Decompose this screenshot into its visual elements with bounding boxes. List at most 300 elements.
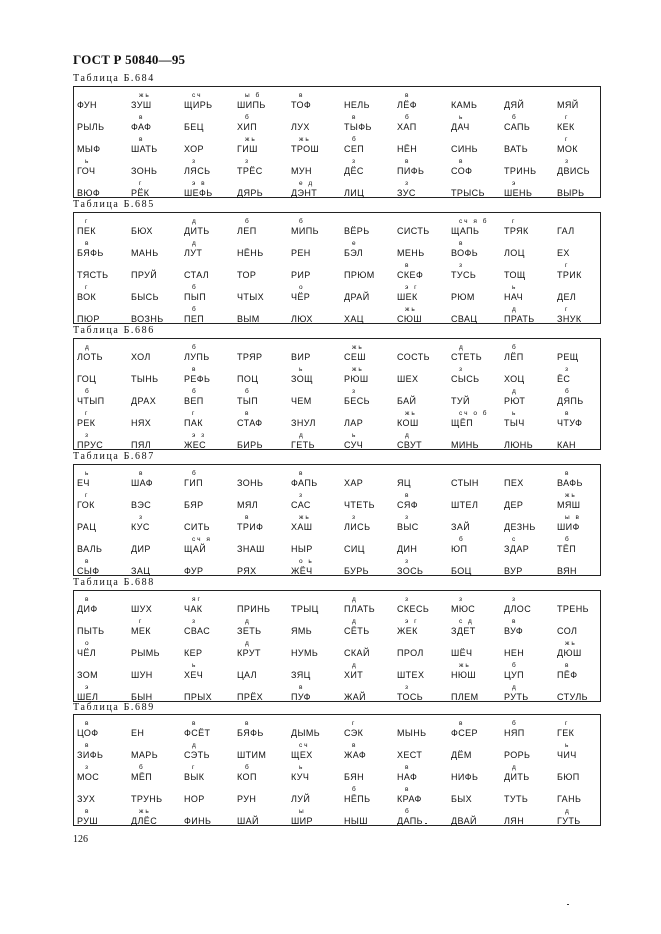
- word: МЁП: [131, 772, 153, 782]
- stress-mark: [77, 617, 133, 626]
- stress-mark: жь: [245, 136, 257, 143]
- table-cell: [291, 135, 347, 154]
- word: ШЕХ: [397, 374, 419, 384]
- word: ЕЧ: [77, 478, 90, 488]
- word: ДАЧ: [451, 122, 470, 132]
- table-cell: [237, 741, 293, 760]
- table-cell: [451, 661, 507, 680]
- table-cell: [504, 807, 560, 826]
- word: ТРЯК: [504, 226, 529, 236]
- stress-mark: д: [192, 742, 198, 749]
- stress-mark: ь: [352, 432, 358, 439]
- table-cell: [397, 683, 453, 702]
- table-cell: [184, 785, 240, 804]
- stress-mark: [451, 683, 507, 692]
- stress-mark: г: [565, 136, 570, 143]
- word: ПЯЛ: [131, 440, 152, 450]
- table-cell: [237, 513, 293, 532]
- table-cell: [237, 409, 293, 428]
- stress-mark: д: [512, 764, 518, 771]
- stress-mark: [397, 217, 453, 226]
- stress-mark: [557, 763, 613, 772]
- table-cell: [344, 535, 400, 554]
- word: ШАТЬ: [131, 144, 158, 154]
- word: СИНЬ: [451, 144, 478, 154]
- stress-mark: б: [192, 306, 198, 313]
- word: РЮМ: [451, 292, 475, 302]
- table-cell: [397, 557, 453, 576]
- table-cell: [77, 741, 133, 760]
- word: ЦАЛ: [237, 670, 257, 680]
- table-cell: [504, 785, 560, 804]
- table-cell: [131, 807, 187, 826]
- table-cell: [77, 785, 133, 804]
- table-cell: [504, 431, 560, 450]
- stress-mark: [557, 179, 613, 188]
- word: ПУФ: [291, 692, 311, 702]
- table-cell: [397, 763, 453, 782]
- table-cell: [77, 157, 133, 176]
- table-cell: [131, 179, 187, 198]
- word: ЛАР: [344, 418, 364, 428]
- word: БЮП: [557, 772, 580, 782]
- table-cell: [291, 261, 347, 280]
- word: ЖЕК: [397, 626, 418, 636]
- table-cell: [451, 785, 507, 804]
- stress-mark: в: [139, 136, 145, 143]
- word: ТУСЬ: [451, 270, 477, 280]
- stress-mark: г: [85, 284, 90, 291]
- word: ДЮШ: [557, 648, 582, 658]
- stress-mark: в: [459, 720, 465, 727]
- stress-mark: ь: [85, 470, 91, 477]
- word: РАЦ: [77, 522, 97, 532]
- stress-mark: сч я б: [459, 218, 489, 225]
- table-cell: [344, 639, 400, 658]
- stress-mark: ь: [512, 284, 518, 291]
- stress-mark: ь: [85, 158, 91, 165]
- table-cell: [397, 113, 453, 132]
- table-cell: [184, 217, 240, 236]
- word: ХЕЧ: [184, 670, 204, 680]
- table-cell: [77, 387, 133, 406]
- stress-mark: жь: [405, 306, 417, 313]
- stress-mark: [504, 431, 560, 440]
- table-cell: [131, 557, 187, 576]
- table-cell: [557, 179, 613, 198]
- stress-mark: [77, 785, 133, 794]
- stress-mark: [504, 91, 560, 100]
- word: РЕФЬ: [184, 374, 211, 384]
- stress-mark: [131, 239, 187, 248]
- word: ФСЕР: [451, 728, 478, 738]
- word: СЮШ: [397, 314, 423, 324]
- stress-mark: д: [352, 618, 358, 625]
- stress-mark: [397, 535, 453, 544]
- table-cell: [131, 157, 187, 176]
- stress-mark: [504, 785, 560, 794]
- word: НИФЬ: [451, 772, 479, 782]
- word: НЫР: [291, 544, 313, 554]
- table-cell: [504, 179, 560, 198]
- word: ХИП: [237, 122, 258, 132]
- stress-mark: [131, 365, 187, 374]
- table-cell: [237, 661, 293, 680]
- stress-mark: [77, 135, 133, 144]
- table-cell: [557, 595, 613, 614]
- table-cell: [131, 217, 187, 236]
- stress-mark: [557, 217, 613, 226]
- word: КРАФ: [397, 794, 422, 804]
- table-cell: [131, 595, 187, 614]
- table-cell: [77, 491, 133, 510]
- stress-mark: д: [352, 662, 358, 669]
- stress-mark: [291, 113, 347, 122]
- word: РОРЬ: [504, 750, 531, 760]
- stress-mark: б: [512, 344, 518, 351]
- stress-mark: [397, 661, 453, 670]
- stress-mark: д: [299, 432, 305, 439]
- table-cell: [557, 217, 613, 236]
- table-cell: [184, 261, 240, 280]
- word: ДЕЗНЬ: [504, 522, 536, 532]
- word: ЗОЩ: [291, 374, 313, 384]
- word: ВАЛЬ: [77, 544, 103, 554]
- word: БАЙ: [397, 396, 417, 406]
- word: РУН: [237, 794, 257, 804]
- word: ПРУС: [77, 440, 104, 450]
- stress-mark: [504, 239, 560, 248]
- stress-mark: [451, 807, 507, 816]
- stress-mark: [451, 741, 507, 750]
- table-cell: [557, 741, 613, 760]
- word: ЗИФЬ: [77, 750, 104, 760]
- stress-mark: [237, 661, 293, 670]
- stress-mark: в: [405, 92, 411, 99]
- word: ДВАЙ: [451, 816, 477, 826]
- word: ВУР: [504, 566, 523, 576]
- table-cell: [291, 239, 347, 258]
- table-cell: [131, 785, 187, 804]
- word: ЮП: [451, 544, 468, 554]
- table-cell: [504, 595, 560, 614]
- table-cell: [77, 217, 133, 236]
- stress-mark: з: [192, 158, 197, 165]
- stress-mark: [397, 639, 453, 648]
- table-cell: [237, 135, 293, 154]
- stress-mark: [451, 305, 507, 314]
- stress-mark: з: [565, 158, 570, 165]
- table-cell: [344, 595, 400, 614]
- table-cell: [184, 557, 240, 576]
- stress-mark: [237, 557, 293, 566]
- word: ДЯПЬ: [557, 396, 584, 406]
- table-cell: [291, 409, 347, 428]
- table-cell: [557, 683, 613, 702]
- stress-mark: в: [85, 742, 91, 749]
- word: СУЧ: [344, 440, 364, 450]
- stress-mark: ы: [299, 808, 306, 815]
- stress-mark: [451, 469, 507, 478]
- table-cell: [557, 305, 613, 324]
- table-cell: [344, 343, 400, 362]
- stress-mark: [451, 491, 507, 500]
- table-cell: [344, 283, 400, 302]
- stress-mark: з: [459, 596, 464, 603]
- table-cell: [397, 617, 453, 636]
- word: МЕК: [131, 626, 151, 636]
- stress-mark: [557, 595, 613, 604]
- stress-mark: з: [352, 388, 357, 395]
- stress-mark: з: [405, 684, 410, 691]
- word: СЕП: [344, 144, 365, 154]
- word: ЕН: [131, 728, 145, 738]
- stress-mark: [77, 113, 133, 122]
- word: СКАЙ: [344, 648, 370, 658]
- word: ГИП: [184, 478, 204, 488]
- word: ПЛАТЬ: [344, 604, 376, 614]
- stress-mark: б: [512, 662, 518, 669]
- table-cell: [131, 513, 187, 532]
- word: ПРЫХ: [184, 692, 213, 702]
- stress-mark: э г: [405, 618, 419, 625]
- stress-mark: д: [85, 344, 91, 351]
- table-cell: [344, 719, 400, 738]
- table-cell: [557, 387, 613, 406]
- word: ВАТЬ: [504, 144, 529, 154]
- table-cell: [451, 719, 507, 738]
- word: ЗДАР: [504, 544, 530, 554]
- stress-mark: [504, 639, 560, 648]
- word: ФИНЬ: [184, 816, 212, 826]
- stress-mark: [237, 683, 293, 692]
- word: СЫСЬ: [451, 374, 480, 384]
- stress-mark: в: [405, 492, 411, 499]
- word: ТЫФЬ: [344, 122, 372, 132]
- word: ДЁС: [344, 166, 364, 176]
- table-cell: [291, 305, 347, 324]
- stress-mark: [344, 557, 400, 566]
- word: ЗАЙ: [451, 522, 471, 532]
- stress-mark: [557, 431, 613, 440]
- stress-mark: [77, 179, 133, 188]
- word: ШТЕЛ: [451, 500, 479, 510]
- stress-mark: [344, 305, 400, 314]
- table-cell: [557, 617, 613, 636]
- table-cell: [131, 683, 187, 702]
- stress-mark: [237, 305, 293, 314]
- table-cell: [557, 365, 613, 384]
- stress-mark: [451, 135, 507, 144]
- stress-mark: жь: [565, 492, 577, 499]
- stress-mark: [344, 469, 400, 478]
- word: ХАЦ: [344, 314, 364, 324]
- table-cell: [291, 157, 347, 176]
- word: ДВИСЬ: [557, 166, 590, 176]
- table-cell: [237, 261, 293, 280]
- table-cell: [397, 719, 453, 738]
- stress-mark: г: [192, 410, 197, 417]
- table-cell: [397, 283, 453, 302]
- table-cell: [504, 283, 560, 302]
- table-cell: [504, 387, 560, 406]
- word: ДЕР: [504, 500, 524, 510]
- table-cell: [131, 639, 187, 658]
- word: ТЫНЬ: [131, 374, 159, 384]
- word: ФАФ: [131, 122, 152, 132]
- word: ТЯСТЬ: [77, 270, 109, 280]
- word: НУМЬ: [291, 648, 319, 658]
- word: МЕНЬ: [397, 248, 425, 258]
- table-cell: [184, 157, 240, 176]
- table-cell: [557, 535, 613, 554]
- table-caption: Таблица Б.687: [73, 451, 155, 462]
- stress-mark: жь: [139, 92, 151, 99]
- table-cell: [184, 741, 240, 760]
- stress-mark: жь: [459, 662, 471, 669]
- stress-mark: в: [299, 92, 305, 99]
- word: СИЦ: [344, 544, 365, 554]
- table-cell: [184, 719, 240, 738]
- table-cell: [557, 239, 613, 258]
- table-cell: [557, 261, 613, 280]
- table-cell: [291, 719, 347, 738]
- stress-mark: б: [352, 136, 358, 143]
- stress-mark: [237, 785, 293, 794]
- word: ТУЙ: [451, 396, 470, 406]
- stress-mark: [451, 763, 507, 772]
- word: ТЫП: [237, 396, 259, 406]
- stress-mark: жь: [352, 344, 364, 351]
- stress-mark: г: [565, 720, 570, 727]
- word-table: [73, 86, 601, 198]
- word: ПРАТЬ: [504, 314, 535, 324]
- word: ВЭС: [131, 500, 152, 510]
- stress-mark: [131, 741, 187, 750]
- word: ДИФ: [77, 604, 98, 614]
- stress-mark: ь: [565, 742, 571, 749]
- word-table: [73, 464, 601, 576]
- table-cell: [451, 135, 507, 154]
- word: ЛЮХ: [291, 314, 313, 324]
- word: БЫХ: [451, 794, 473, 804]
- table-cell: [291, 785, 347, 804]
- word: ПРЮМ: [344, 270, 375, 280]
- table-cell: [184, 431, 240, 450]
- word: ТОР: [237, 270, 257, 280]
- word: ЗНУК: [557, 314, 582, 324]
- table-cell: [504, 305, 560, 324]
- word: ГЕТЬ: [291, 440, 315, 450]
- stress-mark: в: [565, 662, 571, 669]
- table-cell: [131, 741, 187, 760]
- word: ЛЁП: [504, 352, 524, 362]
- word: ЗУХ: [77, 794, 96, 804]
- table-cell: [504, 661, 560, 680]
- table-cell: [184, 763, 240, 782]
- word: ПРУЙ: [131, 270, 158, 280]
- stress-mark: з: [459, 262, 464, 269]
- table-cell: [344, 135, 400, 154]
- word: ЗАЦ: [131, 566, 151, 576]
- word: ПЮР: [77, 314, 100, 324]
- stress-mark: о: [299, 284, 305, 291]
- word: ДЛОС: [504, 604, 532, 614]
- table-cell: [557, 639, 613, 658]
- word: ПЛЕМ: [451, 692, 479, 702]
- table-cell: [237, 807, 293, 826]
- word: КАН: [557, 440, 576, 450]
- stress-mark: [291, 305, 347, 314]
- word: ДЁМ: [451, 750, 472, 760]
- stress-mark: д: [405, 432, 411, 439]
- word: СЯФ: [397, 500, 419, 510]
- stress-mark: [344, 409, 400, 418]
- stress-mark: [451, 91, 507, 100]
- table-cell: [291, 387, 347, 406]
- table-cell: [237, 719, 293, 738]
- table-cell: [504, 617, 560, 636]
- word: МЮС: [451, 604, 476, 614]
- table-cell: [77, 595, 133, 614]
- table-cell: [557, 431, 613, 450]
- stress-mark: в: [565, 410, 571, 417]
- stress-mark: [131, 387, 187, 396]
- stress-mark: [77, 305, 133, 314]
- stress-mark: г: [565, 306, 570, 313]
- stress-mark: б: [565, 536, 571, 543]
- table-cell: [504, 639, 560, 658]
- stress-mark: б: [192, 344, 198, 351]
- stress-mark: [184, 513, 240, 522]
- table-cell: [451, 535, 507, 554]
- stress-mark: [557, 617, 613, 626]
- stress-mark: б: [352, 786, 358, 793]
- table-cell: [184, 305, 240, 324]
- stress-mark: г: [85, 492, 90, 499]
- table-cell: [77, 683, 133, 702]
- word: ЦОФ: [77, 728, 99, 738]
- word: ГЕК: [557, 728, 575, 738]
- word: ЩЁП: [451, 418, 474, 428]
- table-cell: [504, 557, 560, 576]
- table-cell: [291, 763, 347, 782]
- stress-mark: [237, 239, 293, 248]
- word: БЮХ: [131, 226, 153, 236]
- word: ЩЕХ: [291, 750, 313, 760]
- word: ТЁП: [557, 544, 577, 554]
- table-cell: [184, 639, 240, 658]
- stress-mark: [237, 741, 293, 750]
- table-cell: [131, 343, 187, 362]
- word: ПРЁХ: [237, 692, 264, 702]
- table-cell: [77, 469, 133, 488]
- word: РЯХ: [237, 566, 257, 576]
- stress-mark: д: [565, 808, 571, 815]
- stress-mark: [397, 719, 453, 728]
- stress-mark: в: [85, 720, 91, 727]
- word: СЫФ: [77, 566, 100, 576]
- table-cell: [504, 719, 560, 738]
- word: ШЁЧ: [451, 648, 473, 658]
- word: ТОЩ: [504, 270, 526, 280]
- word: ГОЧ: [77, 166, 96, 176]
- stress-mark: [237, 365, 293, 374]
- table-cell: [237, 305, 293, 324]
- word: ЧАК: [184, 604, 203, 614]
- word: НЁН: [397, 144, 418, 154]
- stress-mark: [504, 491, 560, 500]
